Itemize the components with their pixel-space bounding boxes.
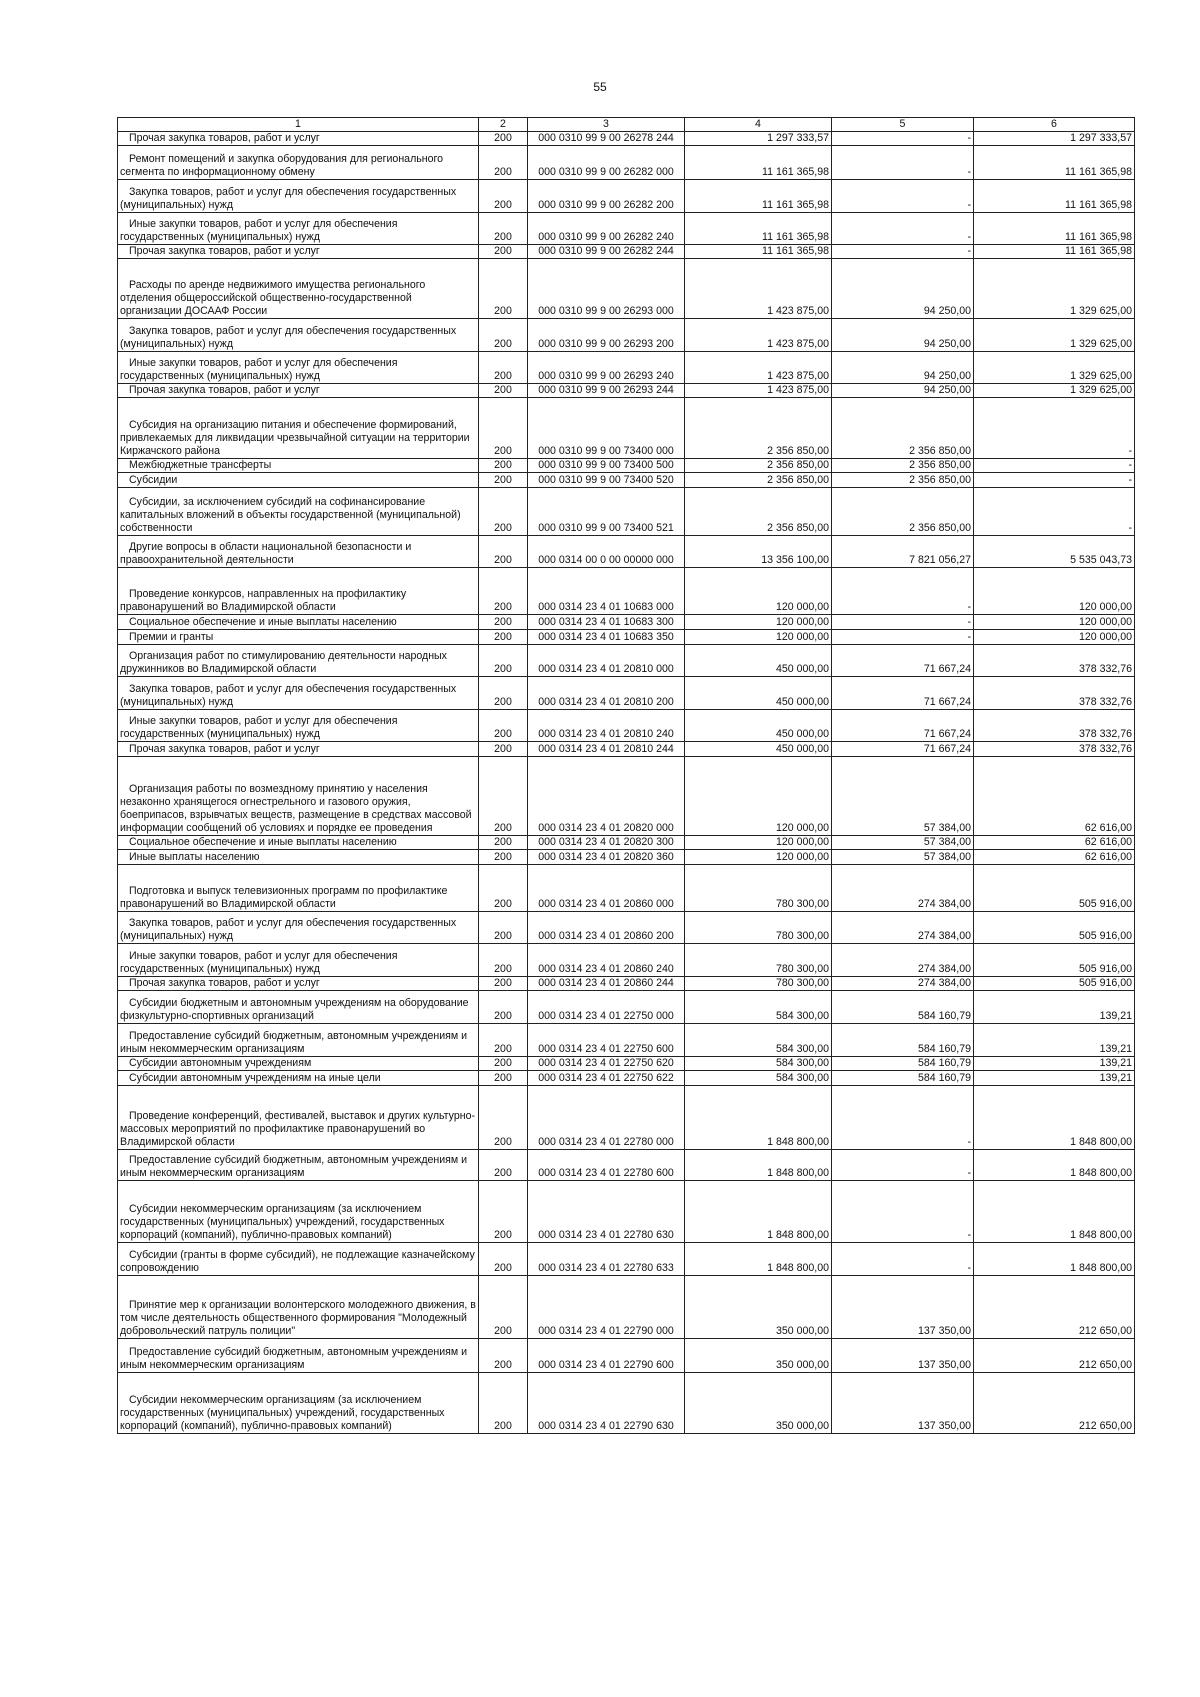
row-remaining-amount: 505 916,00 — [974, 944, 1135, 977]
row-remaining-amount: 212 650,00 — [974, 1276, 1135, 1339]
row-approved-amount: 2 356 850,00 — [685, 488, 832, 536]
row-executed-amount: 94 250,00 — [832, 384, 974, 398]
row-approved-amount: 1 848 800,00 — [685, 1086, 832, 1150]
row-grbs-code: 200 — [479, 473, 528, 488]
row-remaining-amount: - — [974, 398, 1135, 459]
budget-table — [117, 117, 1135, 1434]
row-remaining-amount: - — [974, 488, 1135, 536]
row-name: Закупка товаров, работ и услуг для обеспечения государственных (муниципальных) нужд — [118, 319, 479, 352]
table-row — [118, 488, 1135, 536]
row-name: Иные закупки товаров, работ и услуг для обеспечения государственных (муниципальных) нужд — [118, 710, 479, 742]
column-header: 1 — [118, 118, 479, 132]
row-approved-amount: 780 300,00 — [685, 865, 832, 912]
row-name: Расходы по аренде недвижимого имущества регионального отделения общероссийской общественно-государственной организации ДОСААФ России — [118, 259, 479, 319]
row-name: Субсидии (гранты в форме субсидий), не подлежащие казначейскому сопровождению — [118, 1243, 479, 1276]
table-row — [118, 319, 1135, 352]
row-executed-amount: - — [832, 1243, 974, 1276]
row-remaining-amount: 212 650,00 — [974, 1339, 1135, 1373]
row-approved-amount: 450 000,00 — [685, 742, 832, 757]
row-approved-amount: 13 356 100,00 — [685, 536, 832, 568]
row-approved-amount: 2 356 850,00 — [685, 459, 832, 473]
row-name: Прочая закупка товаров, работ и услуг — [118, 384, 479, 398]
row-remaining-amount: 378 332,76 — [974, 710, 1135, 742]
row-grbs-code: 200 — [479, 459, 528, 473]
row-name: Прочая закупка товаров, работ и услуг — [118, 245, 479, 259]
table-row — [118, 1024, 1135, 1057]
row-executed-amount: 71 667,24 — [832, 710, 974, 742]
table-row — [118, 398, 1135, 459]
row-name: Прочая закупка товаров, работ и услуг — [118, 742, 479, 757]
row-approved-amount: 120 000,00 — [685, 757, 832, 836]
row-grbs-code: 200 — [479, 319, 528, 352]
row-remaining-amount: 11 161 365,98 — [974, 180, 1135, 213]
table-row — [118, 1243, 1135, 1276]
row-grbs-code: 200 — [479, 912, 528, 944]
table-header — [118, 118, 1135, 132]
table-row — [118, 836, 1135, 850]
table-row — [118, 1071, 1135, 1086]
row-approved-amount: 1 848 800,00 — [685, 1181, 832, 1243]
row-executed-amount: 71 667,24 — [832, 742, 974, 757]
row-name: Закупка товаров, работ и услуг для обеспечения государственных (муниципальных) нужд — [118, 180, 479, 213]
table-row — [118, 146, 1135, 180]
row-classification-code: 000 0314 23 4 01 22750 000 — [528, 991, 685, 1024]
row-executed-amount: - — [832, 568, 974, 615]
row-approved-amount: 450 000,00 — [685, 645, 832, 677]
table-row — [118, 384, 1135, 398]
row-name: Социальное обеспечение и иные выплаты населению — [118, 615, 479, 630]
row-classification-code: 000 0314 23 4 01 22750 622 — [528, 1071, 685, 1086]
table-row — [118, 677, 1135, 710]
row-approved-amount: 2 356 850,00 — [685, 473, 832, 488]
row-remaining-amount: 378 332,76 — [974, 742, 1135, 757]
table-row — [118, 742, 1135, 757]
table-row — [118, 630, 1135, 645]
row-grbs-code: 200 — [479, 1276, 528, 1339]
row-remaining-amount: 505 916,00 — [974, 912, 1135, 944]
row-grbs-code: 200 — [479, 991, 528, 1024]
row-approved-amount: 584 300,00 — [685, 1024, 832, 1057]
row-grbs-code: 200 — [479, 488, 528, 536]
row-grbs-code: 200 — [479, 132, 528, 146]
row-executed-amount: 274 384,00 — [832, 944, 974, 977]
row-executed-amount: 2 356 850,00 — [832, 488, 974, 536]
row-grbs-code: 200 — [479, 384, 528, 398]
row-grbs-code: 200 — [479, 977, 528, 991]
row-name: Проведение конференций, фестивалей, выставок и других культурно-массовых мероприятий по профилактике правонарушений во Владимирской области — [118, 1086, 479, 1150]
row-approved-amount: 780 300,00 — [685, 912, 832, 944]
row-name: Принятие мер к организации волонтерского молодежного движения, в том числе деятельность общественного формирования "Молодежный добровольческий патруль полиции" — [118, 1276, 479, 1339]
table-row — [118, 944, 1135, 977]
row-remaining-amount: 11 161 365,98 — [974, 146, 1135, 180]
row-executed-amount: 57 384,00 — [832, 757, 974, 836]
row-classification-code: 000 0314 23 4 01 22790 000 — [528, 1276, 685, 1339]
row-executed-amount: 94 250,00 — [832, 259, 974, 319]
row-classification-code: 000 0314 23 4 01 22790 630 — [528, 1373, 685, 1434]
table-row — [118, 1339, 1135, 1373]
row-classification-code: 000 0310 99 9 00 26282 244 — [528, 245, 685, 259]
row-executed-amount: 274 384,00 — [832, 912, 974, 944]
row-executed-amount: 584 160,79 — [832, 1057, 974, 1071]
row-approved-amount: 350 000,00 — [685, 1276, 832, 1339]
row-grbs-code: 200 — [479, 1071, 528, 1086]
row-approved-amount: 1 423 875,00 — [685, 352, 832, 384]
row-name: Другие вопросы в области национальной безопасности и правоохранительной деятельности — [118, 536, 479, 568]
row-approved-amount: 120 000,00 — [685, 850, 832, 865]
row-classification-code: 000 0310 99 9 00 26293 000 — [528, 259, 685, 319]
table-row — [118, 1086, 1135, 1150]
row-executed-amount: 71 667,24 — [832, 677, 974, 710]
row-grbs-code: 200 — [479, 1373, 528, 1434]
row-name: Субсидии автономным учреждениям на иные цели — [118, 1071, 479, 1086]
row-grbs-code: 200 — [479, 1181, 528, 1243]
row-approved-amount: 584 300,00 — [685, 991, 832, 1024]
row-executed-amount: 137 350,00 — [832, 1373, 974, 1434]
column-header: 5 — [832, 118, 974, 132]
column-header: 2 — [479, 118, 528, 132]
row-approved-amount: 1 848 800,00 — [685, 1150, 832, 1181]
row-approved-amount: 350 000,00 — [685, 1339, 832, 1373]
row-classification-code: 000 0314 23 4 01 20810 200 — [528, 677, 685, 710]
row-executed-amount: 71 667,24 — [832, 645, 974, 677]
table-row — [118, 1150, 1135, 1181]
row-classification-code: 000 0314 23 4 01 20860 244 — [528, 977, 685, 991]
row-remaining-amount: 11 161 365,98 — [974, 213, 1135, 245]
table-row — [118, 1181, 1135, 1243]
row-name: Иные закупки товаров, работ и услуг для обеспечения государственных (муниципальных) нужд — [118, 352, 479, 384]
row-remaining-amount: 378 332,76 — [974, 677, 1135, 710]
row-executed-amount: - — [832, 1086, 974, 1150]
row-approved-amount: 11 161 365,98 — [685, 146, 832, 180]
row-remaining-amount: 5 535 043,73 — [974, 536, 1135, 568]
row-name: Предоставление субсидий бюджетным, автономным учреждениям и иным некоммерческим организациям — [118, 1339, 479, 1373]
row-grbs-code: 200 — [479, 146, 528, 180]
table-row — [118, 615, 1135, 630]
row-grbs-code: 200 — [479, 1024, 528, 1057]
row-grbs-code: 200 — [479, 1057, 528, 1071]
row-approved-amount: 120 000,00 — [685, 630, 832, 645]
table-row — [118, 991, 1135, 1024]
table-row — [118, 459, 1135, 473]
row-approved-amount: 780 300,00 — [685, 977, 832, 991]
column-header: 6 — [974, 118, 1135, 132]
row-name: Прочая закупка товаров, работ и услуг — [118, 132, 479, 146]
row-remaining-amount: 62 616,00 — [974, 836, 1135, 850]
row-classification-code: 000 0310 99 9 00 26278 244 — [528, 132, 685, 146]
row-name: Организация работы по возмездному принятию у населения незаконно хранящегося огнестрельного и газового оружия, боеприпасов, взрывчатых веществ, размещение в средствах массовой информации сообщений об условиях и порядке ее проведения — [118, 757, 479, 836]
row-executed-amount: 274 384,00 — [832, 977, 974, 991]
row-grbs-code: 200 — [479, 710, 528, 742]
row-grbs-code: 200 — [479, 1150, 528, 1181]
row-approved-amount: 11 161 365,98 — [685, 180, 832, 213]
row-executed-amount: 137 350,00 — [832, 1276, 974, 1339]
row-remaining-amount: 139,21 — [974, 1057, 1135, 1071]
row-name: Ремонт помещений и закупка оборудования для регионального сегмента по информационному обмену — [118, 146, 479, 180]
table-row — [118, 352, 1135, 384]
row-executed-amount: 7 821 056,27 — [832, 536, 974, 568]
row-approved-amount: 1 423 875,00 — [685, 384, 832, 398]
row-name: Закупка товаров, работ и услуг для обеспечения государственных (муниципальных) нужд — [118, 912, 479, 944]
row-grbs-code: 200 — [479, 398, 528, 459]
row-executed-amount: - — [832, 245, 974, 259]
row-remaining-amount: 378 332,76 — [974, 645, 1135, 677]
row-classification-code: 000 0314 23 4 01 20810 240 — [528, 710, 685, 742]
row-name: Прочая закупка товаров, работ и услуг — [118, 977, 479, 991]
row-executed-amount: 2 356 850,00 — [832, 459, 974, 473]
table-row — [118, 536, 1135, 568]
row-remaining-amount: 505 916,00 — [974, 865, 1135, 912]
row-classification-code: 000 0310 99 9 00 26282 000 — [528, 146, 685, 180]
row-executed-amount: - — [832, 146, 974, 180]
row-remaining-amount: 1 297 333,57 — [974, 132, 1135, 146]
row-grbs-code: 200 — [479, 352, 528, 384]
table-row — [118, 213, 1135, 245]
row-executed-amount: 2 356 850,00 — [832, 473, 974, 488]
row-classification-code: 000 0310 99 9 00 26282 240 — [528, 213, 685, 245]
row-approved-amount: 120 000,00 — [685, 615, 832, 630]
row-classification-code: 000 0310 99 9 00 73400 520 — [528, 473, 685, 488]
row-remaining-amount: 505 916,00 — [974, 977, 1135, 991]
row-classification-code: 000 0314 23 4 01 10683 300 — [528, 615, 685, 630]
row-remaining-amount: 1 329 625,00 — [974, 352, 1135, 384]
row-grbs-code: 200 — [479, 850, 528, 865]
row-remaining-amount: - — [974, 473, 1135, 488]
row-name: Субсидии некоммерческим организациям (за исключением государственных (муниципальных) учреждений, государственных корпораций (компаний), публично-правовых компаний) — [118, 1181, 479, 1243]
page-number: 55 — [593, 80, 607, 94]
row-grbs-code: 200 — [479, 536, 528, 568]
row-name: Предоставление субсидий бюджетным, автономным учреждениям и иным некоммерческим организациям — [118, 1150, 479, 1181]
row-approved-amount: 450 000,00 — [685, 710, 832, 742]
table-row — [118, 850, 1135, 865]
row-name: Иные закупки товаров, работ и услуг для обеспечения государственных (муниципальных) нужд — [118, 944, 479, 977]
row-name: Иные выплаты населению — [118, 850, 479, 865]
table-row — [118, 1057, 1135, 1071]
row-executed-amount: - — [832, 132, 974, 146]
row-remaining-amount: 11 161 365,98 — [974, 245, 1135, 259]
row-name: Субсидии автономным учреждениям — [118, 1057, 479, 1071]
row-classification-code: 000 0314 23 4 01 10683 000 — [528, 568, 685, 615]
row-classification-code: 000 0310 99 9 00 26293 200 — [528, 319, 685, 352]
row-classification-code: 000 0310 99 9 00 26282 200 — [528, 180, 685, 213]
row-executed-amount: - — [832, 213, 974, 245]
row-remaining-amount: 120 000,00 — [974, 630, 1135, 645]
table-row — [118, 977, 1135, 991]
row-name: Субсидии некоммерческим организациям (за исключением государственных (муниципальных) учреждений, государственных корпораций (компаний), публично-правовых компаний) — [118, 1373, 479, 1434]
row-classification-code: 000 0310 99 9 00 26293 244 — [528, 384, 685, 398]
row-remaining-amount: - — [974, 459, 1135, 473]
table-row — [118, 912, 1135, 944]
row-name: Закупка товаров, работ и услуг для обеспечения государственных (муниципальных) нужд — [118, 677, 479, 710]
row-grbs-code: 200 — [479, 836, 528, 850]
row-grbs-code: 200 — [479, 1243, 528, 1276]
row-remaining-amount: 1 329 625,00 — [974, 384, 1135, 398]
row-grbs-code: 200 — [479, 757, 528, 836]
row-approved-amount: 11 161 365,98 — [685, 213, 832, 245]
row-name: Иные закупки товаров, работ и услуг для обеспечения государственных (муниципальных) нужд — [118, 213, 479, 245]
row-name: Подготовка и выпуск телевизионных программ по профилактике правонарушений во Владимирской области — [118, 865, 479, 912]
row-approved-amount: 1 423 875,00 — [685, 319, 832, 352]
row-approved-amount: 2 356 850,00 — [685, 398, 832, 459]
row-remaining-amount: 1 329 625,00 — [974, 319, 1135, 352]
row-classification-code: 000 0310 99 9 00 26293 240 — [528, 352, 685, 384]
table-row — [118, 1276, 1135, 1339]
row-remaining-amount: 62 616,00 — [974, 757, 1135, 836]
row-classification-code: 000 0314 23 4 01 20810 244 — [528, 742, 685, 757]
table-row — [118, 473, 1135, 488]
row-grbs-code: 200 — [479, 865, 528, 912]
row-name: Субсидии бюджетным и автономным учреждениям на оборудование физкультурно-спортивных организаций — [118, 991, 479, 1024]
row-approved-amount: 1 848 800,00 — [685, 1243, 832, 1276]
row-approved-amount: 120 000,00 — [685, 568, 832, 615]
row-executed-amount: 57 384,00 — [832, 836, 974, 850]
row-name: Организация работ по стимулированию деятельности народных дружинников во Владимирской области — [118, 645, 479, 677]
row-classification-code: 000 0314 23 4 01 10683 350 — [528, 630, 685, 645]
row-executed-amount: 584 160,79 — [832, 991, 974, 1024]
table-row — [118, 710, 1135, 742]
row-remaining-amount: 139,21 — [974, 1071, 1135, 1086]
row-grbs-code: 200 — [479, 742, 528, 757]
row-remaining-amount: 1 848 800,00 — [974, 1086, 1135, 1150]
row-classification-code: 000 0314 23 4 01 22750 600 — [528, 1024, 685, 1057]
row-classification-code: 000 0314 23 4 01 22780 600 — [528, 1150, 685, 1181]
row-name: Социальное обеспечение и иные выплаты населению — [118, 836, 479, 850]
table-row — [118, 259, 1135, 319]
row-executed-amount: 137 350,00 — [832, 1339, 974, 1373]
row-classification-code: 000 0314 23 4 01 22750 620 — [528, 1057, 685, 1071]
table-body — [118, 132, 1135, 1434]
row-executed-amount: - — [832, 1181, 974, 1243]
row-approved-amount: 450 000,00 — [685, 677, 832, 710]
row-grbs-code: 200 — [479, 259, 528, 319]
row-executed-amount: 274 384,00 — [832, 865, 974, 912]
row-remaining-amount: 1 848 800,00 — [974, 1150, 1135, 1181]
row-grbs-code: 200 — [479, 944, 528, 977]
row-classification-code: 000 0314 23 4 01 20820 360 — [528, 850, 685, 865]
row-executed-amount: 57 384,00 — [832, 850, 974, 865]
row-classification-code: 000 0314 23 4 01 22780 633 — [528, 1243, 685, 1276]
row-classification-code: 000 0314 23 4 01 20820 300 — [528, 836, 685, 850]
row-executed-amount: - — [832, 180, 974, 213]
row-remaining-amount: 139,21 — [974, 1024, 1135, 1057]
row-name: Премии и гранты — [118, 630, 479, 645]
row-grbs-code: 200 — [479, 645, 528, 677]
row-classification-code: 000 0314 00 0 00 00000 000 — [528, 536, 685, 568]
row-remaining-amount: 212 650,00 — [974, 1373, 1135, 1434]
row-classification-code: 000 0314 23 4 01 20860 000 — [528, 865, 685, 912]
row-classification-code: 000 0314 23 4 01 20860 240 — [528, 944, 685, 977]
row-executed-amount: 584 160,79 — [832, 1071, 974, 1086]
row-grbs-code: 200 — [479, 1086, 528, 1150]
table-row — [118, 645, 1135, 677]
row-name: Субсидия на организацию питания и обеспечение формирований, привлекаемых для ликвидации чрезвычайной ситуации на территории Киржачского района — [118, 398, 479, 459]
row-grbs-code: 200 — [479, 615, 528, 630]
row-executed-amount: - — [832, 615, 974, 630]
row-classification-code: 000 0314 23 4 01 22780 000 — [528, 1086, 685, 1150]
row-remaining-amount: 1 848 800,00 — [974, 1181, 1135, 1243]
row-grbs-code: 200 — [479, 568, 528, 615]
row-classification-code: 000 0314 23 4 01 20820 000 — [528, 757, 685, 836]
row-grbs-code: 200 — [479, 213, 528, 245]
table-row — [118, 245, 1135, 259]
row-approved-amount: 780 300,00 — [685, 944, 832, 977]
row-executed-amount: - — [832, 630, 974, 645]
row-name: Межбюджетные трансферты — [118, 459, 479, 473]
row-classification-code: 000 0314 23 4 01 22790 600 — [528, 1339, 685, 1373]
row-executed-amount: - — [832, 1150, 974, 1181]
row-classification-code: 000 0310 99 9 00 73400 500 — [528, 459, 685, 473]
row-executed-amount: 584 160,79 — [832, 1024, 974, 1057]
row-grbs-code: 200 — [479, 180, 528, 213]
row-approved-amount: 584 300,00 — [685, 1057, 832, 1071]
table-row — [118, 757, 1135, 836]
row-approved-amount: 11 161 365,98 — [685, 245, 832, 259]
table-row — [118, 568, 1135, 615]
row-approved-amount: 120 000,00 — [685, 836, 832, 850]
row-approved-amount: 584 300,00 — [685, 1071, 832, 1086]
row-executed-amount: 94 250,00 — [832, 319, 974, 352]
row-classification-code: 000 0314 23 4 01 20860 200 — [528, 912, 685, 944]
row-grbs-code: 200 — [479, 677, 528, 710]
row-approved-amount: 350 000,00 — [685, 1373, 832, 1434]
row-remaining-amount: 120 000,00 — [974, 615, 1135, 630]
row-executed-amount: 94 250,00 — [832, 352, 974, 384]
table-row — [118, 180, 1135, 213]
row-grbs-code: 200 — [479, 245, 528, 259]
row-approved-amount: 1 297 333,57 — [685, 132, 832, 146]
row-classification-code: 000 0314 23 4 01 22780 630 — [528, 1181, 685, 1243]
row-grbs-code: 200 — [479, 1339, 528, 1373]
row-executed-amount: 2 356 850,00 — [832, 398, 974, 459]
row-name: Предоставление субсидий бюджетным, автономным учреждениям и иным некоммерческим организациям — [118, 1024, 479, 1057]
row-classification-code: 000 0310 99 9 00 73400 521 — [528, 488, 685, 536]
row-remaining-amount: 139,21 — [974, 991, 1135, 1024]
table-row — [118, 132, 1135, 146]
column-header: 3 — [528, 118, 685, 132]
row-remaining-amount: 62 616,00 — [974, 850, 1135, 865]
row-name: Проведение конкурсов, направленных на профилактику правонарушений во Владимирской области — [118, 568, 479, 615]
row-approved-amount: 1 423 875,00 — [685, 259, 832, 319]
column-header: 4 — [685, 118, 832, 132]
row-remaining-amount: 1 329 625,00 — [974, 259, 1135, 319]
row-name: Субсидии, за исключением субсидий на софинансирование капитальных вложений в объекты государственной (муниципальной) собственности — [118, 488, 479, 536]
row-classification-code: 000 0310 99 9 00 73400 000 — [528, 398, 685, 459]
row-remaining-amount: 120 000,00 — [974, 568, 1135, 615]
row-classification-code: 000 0314 23 4 01 20810 000 — [528, 645, 685, 677]
table-row — [118, 865, 1135, 912]
row-remaining-amount: 1 848 800,00 — [974, 1243, 1135, 1276]
table-row — [118, 1373, 1135, 1434]
row-name: Субсидии — [118, 473, 479, 488]
row-grbs-code: 200 — [479, 630, 528, 645]
